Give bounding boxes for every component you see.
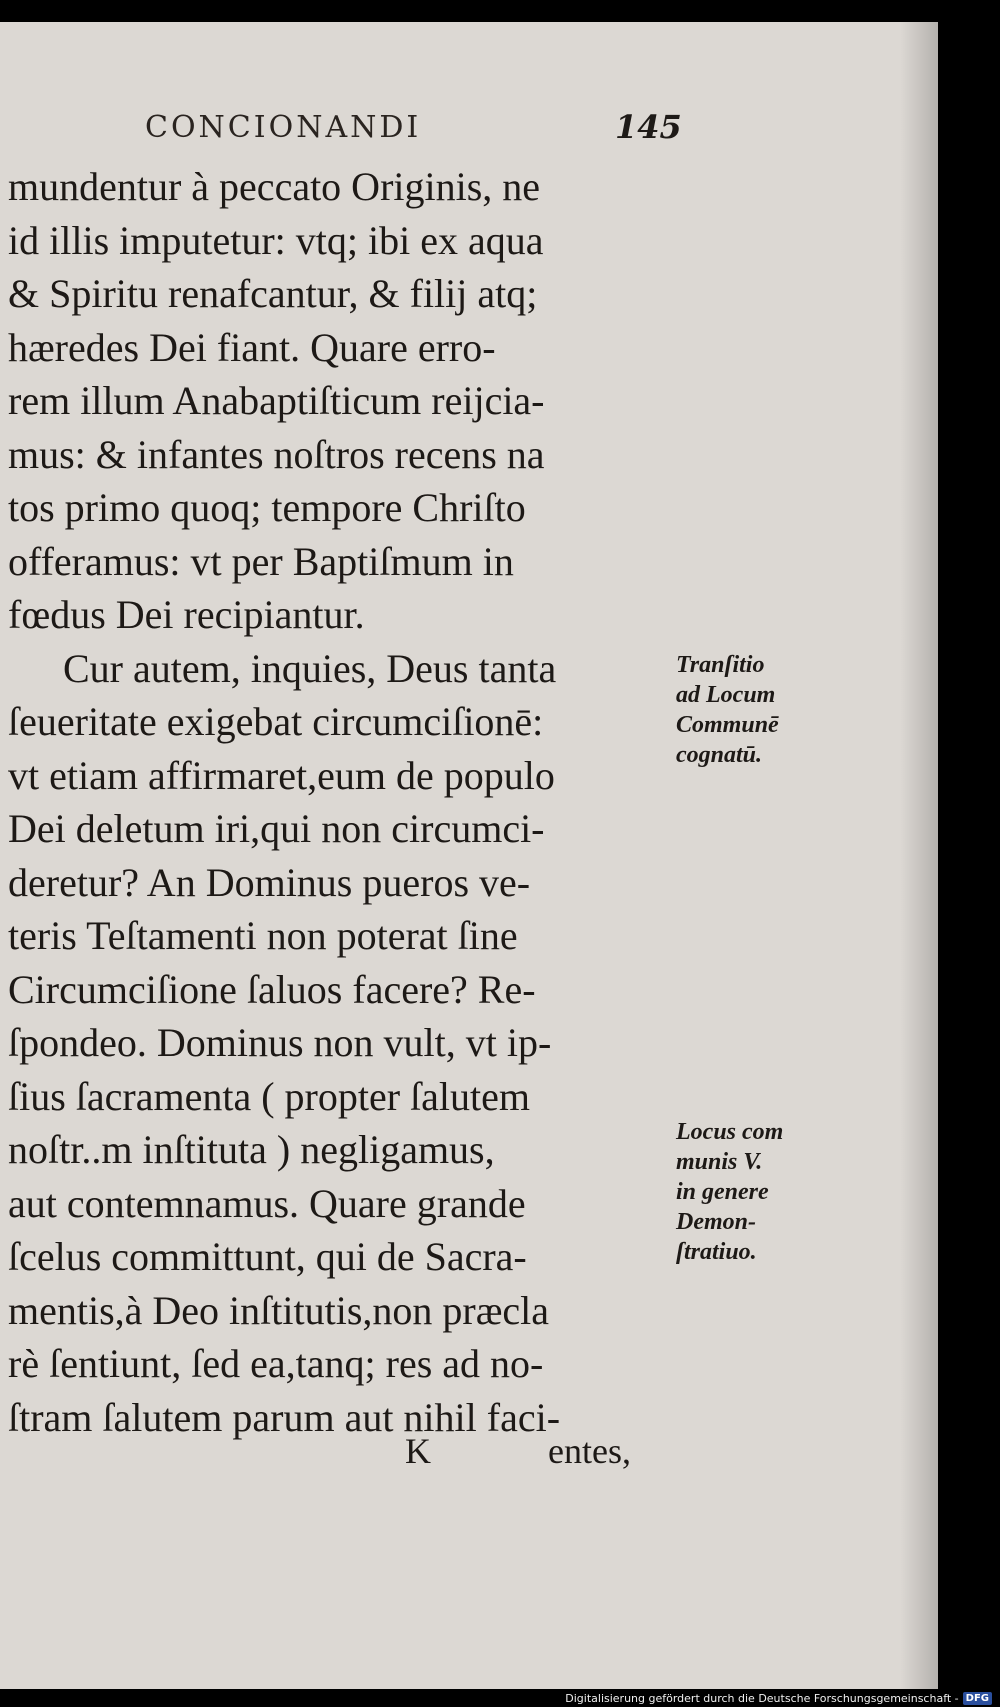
text-line: Dei deletum iri,qui non circumci- [8,806,545,851]
text-line: & Spiritu renafcantur, & filij atq; [8,271,538,316]
text-line: mentis,à Deo inſtitutis,non præcla [8,1287,550,1333]
text-line: hæredes Dei fiant. Quare erro- [8,324,496,370]
text-line: rem illum Anabaptiſticum reijcia- [8,378,545,423]
text-line: ſius ſacramenta ( propter ſalutem [8,1073,531,1119]
margin-note-line: ad Locum [676,682,776,708]
margin-note-transitio [676,650,779,770]
text-line: teris Teſtamenti non poterat ſine [8,913,518,958]
text-line: mus: & infantes noſtros recens na [8,431,545,477]
margin-note-locus-communis [676,1117,783,1267]
text-line: fœdus Dei recipiantur. [8,592,365,637]
text-line: Circumciſione ſaluos facere? Re- [8,966,536,1012]
margin-note-line: Demon- [676,1209,756,1235]
running-head: CONCIONANDI [145,110,422,145]
text-line: ſpondeo. Dominus non vult, vt ip- [8,1020,552,1065]
dfg-logo-icon: DFG [963,1692,992,1705]
text-line: Cur autem, inquies, Deus tanta [63,645,557,691]
text-line: vt etiam affirmaret,eum de populo [8,752,555,798]
margin-note-line: in genere [676,1179,769,1205]
book-page [0,22,938,1689]
text-line: ſcelus committunt, qui de Sacra- [8,1234,527,1279]
margin-note-line: ſtratiuo. [676,1239,757,1265]
page-number: 145 [615,108,682,146]
margin-note-line: Locus com [676,1119,784,1145]
margin-note-line: Tranſitio [676,652,765,678]
body-text [8,160,688,1444]
margin-note-line: cognatū. [676,742,763,768]
margin-note-line: munis V. [676,1149,763,1175]
text-line: deretur? An Dominus pueros ve- [8,859,531,905]
text-line: ſtram ſalutem parum aut nihil faci- [8,1394,561,1440]
margin-note-line: Communē [676,712,779,738]
text-line: tos primo quoq; tempore Chriſto [8,485,526,530]
text-line: rè ſentiunt, ſed ea,tanq; res ad no- [8,1341,544,1386]
signature-mark: K [405,1431,431,1471]
text-line: noſtr..m inſtituta ) negligamus, [8,1127,495,1172]
text-line: offeramus: vt per Baptiſmum in [8,538,514,584]
credit-text: Digitalisierung gefördert durch die Deutsche Forschungsgemeinschaft - [565,1692,959,1705]
text-line: id illis imputetur: vtq; ibi ex aqua [8,217,544,263]
text-line: ſeueritate exigebat circumciſionē: [8,699,544,744]
page-gutter-shade [900,22,938,1689]
text-line: mundentur à peccato Originis, ne [8,164,541,209]
text-line: aut contemnamus. Quare grande [8,1180,526,1226]
digitization-credit [565,1692,992,1705]
catchword: entes, [548,1431,631,1471]
direction-line [0,1430,700,1480]
